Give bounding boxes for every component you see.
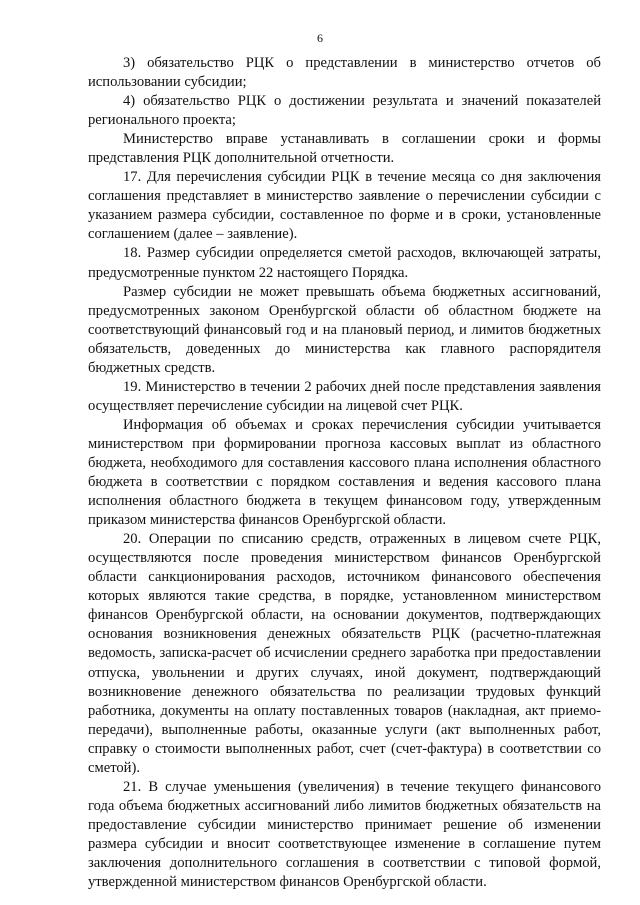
- paragraph-subsidy-limit: Размер субсидии не может превышать объема бюджетных ассигнований, предусмотренных законом Оренбургской области об областном бюджете на соответствующий финансовый год и на плановый период, и лимитов бюджетных обязательств, доведенных до министерства как главного распорядителя бюджетных средств.: [88, 283, 601, 376]
- paragraph-19-transfer: 19. Министерство в течении 2 рабочих дней после представления заявления осуществляет перечисление субсидии на лицевой счет РЦК.: [88, 378, 601, 414]
- paragraph-21-changes: 21. В случае уменьшения (увеличения) в течение текущего финансового года объема бюджетных ассигнований либо лимитов бюджетных обязательств на предоставление субсидии министерство принимает решение об изменении размера субсидии и вносит соответствующее изменение в соглашение путем заключения дополнительного соглашения в соответствии с типовой формой, утвержденной министерством финансов Оренбургской области.: [88, 778, 601, 891]
- paragraph-obligation-results: 4) обязательство РЦК о достижении результата и значений показателей регионального проекта;: [88, 93, 601, 129]
- paragraph-additional-reporting: Министерство вправе устанавливать в соглашении сроки и формы представления РЦК дополнительной отчетности.: [88, 131, 601, 167]
- paragraph-obligation-reports: 3) обязательство РЦК о представлении в министерство отчетов об использовании субсидии;: [88, 55, 601, 91]
- paragraph-20-operations: 20. Операции по списанию средств, отраженных в лицевом счете РЦК, осуществляются после проведения министерством финансов Оренбургской области санкционирования расходов, источником финансового обеспечения которых являются такие средства, в порядке, установленном министерством финансов Оренбургской области, на основании документов, подтверждающих основания возникновения денежных обязательств РЦК (расчетно-платежная ведомость, записка-расчет об исчислении среднего заработка при предоставлении отпуска, увольнении и других случаях, иной документ, подтверждающий возникновение денежного обязательства по реализации трудовых функций работника, документы на оплату поставленных товаров (накладная, акт приемо-передачи), выполненные работы, оказанные услуги (акт выполненных работ, справку о стоимости выполненных работ, счет (счет-фактура) в соответствии со сметой).: [88, 531, 601, 776]
- document-body: [88, 54, 601, 892]
- paragraph-17-application: 17. Для перечисления субсидии РЦК в течение месяца со дня заключения соглашения представляет в министерство заявление о перечислении субсидии с указанием размера субсидии, составленное по форме и в сроки, установленные соглашением (далее – заявление).: [88, 169, 601, 243]
- page-number: 6: [317, 31, 323, 45]
- paragraph-18-subsidy-amount: 18. Размер субсидии определяется сметой расходов, включающей затраты, предусмотренные пунктом 22 настоящего Порядка.: [88, 245, 601, 281]
- paragraph-cash-forecast: Информация об объемах и сроках перечисления субсидии учитывается министерством при формировании прогноза кассовых выплат из областного бюджета, необходимого для составления кассового плана исполнения областного бюджета в соответствии с порядком составления и ведения кассового плана исполнения областного бюджета в текущем финансовом году, утвержденным приказом министерства финансов Оренбургской области.: [88, 416, 601, 529]
